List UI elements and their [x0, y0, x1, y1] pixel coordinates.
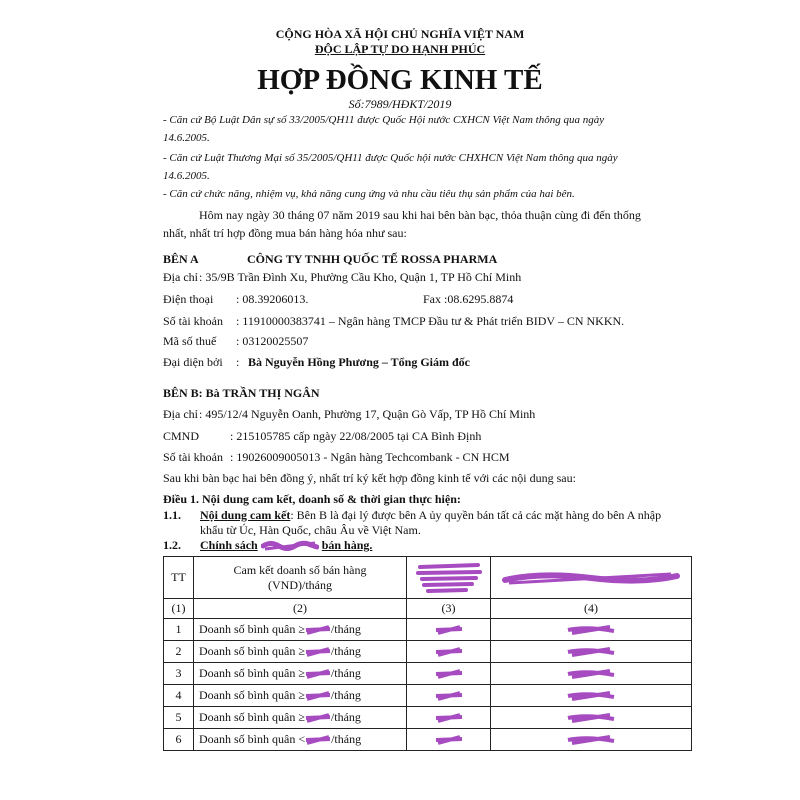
party-a-address-label: Địa chỉ: [163, 270, 198, 284]
table-row: [164, 729, 692, 751]
row-tt: 6: [164, 729, 194, 751]
row-tt: 1: [164, 619, 194, 641]
row-sales-suffix: /tháng: [330, 666, 361, 680]
row-col3-redacted: [407, 663, 491, 685]
header-tt: TT: [164, 557, 194, 599]
row-col3-redacted: [407, 685, 491, 707]
redaction-mark: [434, 734, 464, 746]
legal-basis-3: - Căn cứ chức năng, nhiệm vụ, khả năng cung ứng và nhu cầu tiêu thụ sản phẩm của hai bên.: [163, 188, 575, 200]
clause-1-1-number: 1.1.: [163, 508, 181, 522]
intro-line-1: Hôm nay ngày 30 tháng 07 năm 2019 sau khi hai bên bàn bạc, thỏa thuận cùng đi đến thống: [199, 208, 641, 222]
row-sales-prefix: Doanh số bình quân ≥: [199, 644, 305, 658]
header-col3-redacted: [407, 557, 491, 599]
row-col4-redacted: [491, 641, 692, 663]
row-col4-redacted: [491, 619, 692, 641]
party-a-account-label: Số tài khoản: [163, 314, 223, 328]
row-sales-target: [194, 685, 407, 707]
row-sales-suffix: /tháng: [330, 622, 361, 636]
contract-number: Số:7989/HĐKT/2019: [348, 97, 452, 111]
index-cell: (3): [407, 599, 491, 619]
party-b-id-label: CMND: [163, 429, 200, 443]
row-col4-redacted: [491, 707, 692, 729]
header-sales-commitment-line1: Cam kết doanh số bán hàng: [233, 562, 367, 577]
row-col4-redacted: [491, 729, 692, 751]
header-sales-commitment-line2: (VND)/tháng: [268, 577, 332, 592]
row-sales-suffix: /tháng: [331, 732, 362, 746]
row-col3-redacted: [407, 729, 491, 751]
row-sales-target: [194, 619, 407, 641]
row-col4-redacted: [491, 685, 692, 707]
clause-1-2-title: [200, 538, 372, 553]
clause-1-1-label: Nội dung cam kết: [200, 508, 291, 522]
document-title: HỢP ĐỒNG KINH TẾ: [257, 64, 543, 96]
legal-basis-1: - Căn cứ Bộ Luật Dân sự số 33/2005/QH11 được Quốc Hội nước CXHCN Việt Nam thông qua ngày: [163, 114, 605, 126]
sales-policy-table: [163, 556, 692, 751]
party-a-account: : 11910000383741 – Ngân hàng TMCP Đầu tư & Phát triển BIDV – CN NKKN.: [236, 314, 625, 328]
table-index-row: [164, 599, 692, 619]
row-sales-target: [194, 641, 407, 663]
clause-1-2-label-a: Chính sách: [200, 538, 258, 552]
row-sales-prefix: Doanh số bình quân ≥: [199, 710, 305, 724]
row-tt: 2: [164, 641, 194, 663]
party-a-tax-label: Mã số thuế: [163, 334, 217, 348]
row-col3-redacted: [407, 707, 491, 729]
legal-basis-2-date: 14.6.2005.: [163, 170, 210, 182]
table-row: [164, 619, 692, 641]
party-a-address: : 35/9B Trần Đình Xu, Phường Cầu Kho, Quận 1, TP Hồ Chí Minh: [199, 270, 522, 284]
clause-1-2-label-b: bán hàng.: [321, 538, 373, 552]
row-sales-prefix: Doanh số bình quân ≥: [199, 666, 305, 680]
redaction-mark: [566, 690, 616, 702]
row-sales-suffix: /tháng: [330, 688, 361, 702]
redaction-mark: [305, 647, 331, 657]
party-b-address: : 495/12/4 Nguyễn Oanh, Phường 17, Quận Gò Vấp, TP Hồ Chí Minh: [199, 407, 536, 421]
party-a-rep-label: Đại diện bởi: [163, 355, 223, 369]
national-header: CỘNG HÒA XÃ HỘI CHỦ NGHĨA VIỆT NAM: [275, 27, 525, 41]
redaction-mark: [566, 712, 616, 724]
table-row: [164, 663, 692, 685]
party-a-phone: : 08.39206013.: [236, 292, 309, 306]
row-col3-redacted: [407, 641, 491, 663]
table-row: [164, 707, 692, 729]
index-cell: (2): [194, 599, 407, 619]
party-a-label: BÊN A: [163, 252, 199, 266]
party-a-name: CÔNG TY TNHH QUỐC TẾ ROSSA PHARMA: [247, 252, 498, 266]
header-col4-redacted: [491, 557, 692, 599]
redaction-mark: [434, 624, 464, 636]
redaction-mark: [305, 735, 331, 745]
redaction-mark: [305, 713, 331, 723]
redaction-mark: [566, 624, 616, 636]
legal-basis-1-date: 14.6.2005.: [163, 132, 210, 144]
redaction-mark: [305, 691, 331, 701]
redaction-mark: [566, 668, 616, 680]
party-b-account-label: Số tài khoản: [163, 450, 223, 464]
party-a-representative: Bà Nguyễn Hồng Phương – Tổng Giám đốc: [248, 355, 470, 369]
redaction-mark: [501, 568, 681, 588]
redaction-mark: [305, 669, 331, 679]
row-sales-prefix: Doanh số bình quân ≥: [199, 688, 305, 702]
party-a-tax: : 03120025507: [236, 334, 309, 348]
redaction-mark: [414, 561, 484, 595]
row-sales-suffix: /tháng: [330, 644, 361, 658]
party-a-fax: Fax :08.6295.8874: [423, 292, 514, 306]
redaction-mark: [434, 668, 464, 680]
party-b-account: : 19026009005013 - Ngân hàng Techcombank - CN HCM: [230, 450, 510, 464]
party-b-id: : 215105785 cấp ngày 22/08/2005 tại CA Bình Định: [230, 429, 482, 443]
row-sales-target: [194, 729, 407, 751]
row-sales-target: [194, 663, 407, 685]
table-row: [164, 685, 692, 707]
row-sales-target: [194, 707, 407, 729]
index-cell: (4): [491, 599, 692, 619]
clause-1-1-text-cont: khẩu từ Úc, Hàn Quốc, châu Âu về Việt Nam.: [200, 523, 421, 537]
legal-basis-2: - Căn cứ Luật Thương Mại số 35/2005/QH11 được Quốc hội nước CHXHCN Việt Nam thông qua ngày: [163, 152, 618, 164]
party-b-address-label: Địa chỉ: [163, 407, 198, 421]
article-1-heading: Điều 1. Nội dung cam kết, doanh số & thời gian thực hiện:: [163, 492, 461, 506]
row-tt: 3: [164, 663, 194, 685]
header-sales-commitment: [194, 557, 407, 599]
party-a-phone-label: Điện thoại: [163, 292, 214, 306]
redaction-mark: [566, 734, 616, 746]
table-header-row: [164, 557, 692, 599]
row-sales-suffix: /tháng: [330, 710, 361, 724]
redaction-mark: [434, 690, 464, 702]
agreement-line: Sau khi bàn bạc hai bên đồng ý, nhất trí ký kết hợp đồng kinh tế với các nội dung sau:: [163, 471, 576, 485]
intro-line-2: nhất, nhất trí hợp đồng mua bán hàng hóa như sau:: [163, 226, 407, 240]
redaction-mark: [434, 712, 464, 724]
row-col4-redacted: [491, 663, 692, 685]
clause-1-1-text: : Bên B là đại lý được bên A ủy quyền bán tất cả các mặt hàng do bên A nhập: [290, 508, 662, 522]
row-tt: 5: [164, 707, 194, 729]
row-tt: 4: [164, 685, 194, 707]
redaction-mark: [305, 625, 331, 635]
national-motto: ĐỘC LẬP TỰ DO HẠNH PHÚC: [314, 42, 486, 56]
redaction-mark: [434, 646, 464, 658]
clause-1-2-number: 1.2.: [163, 538, 181, 552]
party-a-rep-colon: :: [236, 355, 240, 369]
row-sales-prefix: Doanh số bình quân ≥: [199, 622, 305, 636]
redaction-mark: [566, 646, 616, 658]
row-col3-redacted: [407, 619, 491, 641]
row-sales-prefix: Doanh số bình quân <: [199, 732, 306, 746]
table-row: [164, 641, 692, 663]
index-cell: (1): [164, 599, 194, 619]
party-b-heading: BÊN B: Bà TRẦN THỊ NGÂN: [163, 386, 320, 400]
redaction-mark: [261, 538, 319, 553]
